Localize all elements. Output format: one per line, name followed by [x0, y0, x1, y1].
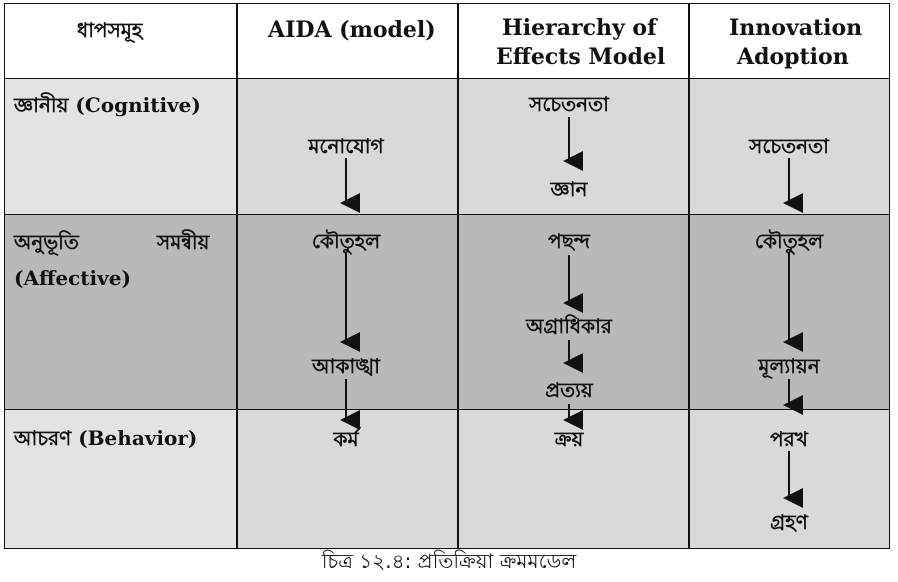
row-affective-label-en: (Affective): [14, 266, 131, 290]
row-affective-label-line1-a: অনুভূতি: [14, 230, 79, 254]
header-innovation-line1: Innovation: [729, 15, 863, 41]
row-cognitive-label-en: (Cognitive): [75, 93, 201, 117]
innovation-adoption: গ্রহণ: [770, 510, 808, 534]
row-behavior-label-bn: আচরণ: [14, 426, 72, 450]
row-cognitive-label-bn: জ্ঞানীয়: [14, 93, 69, 117]
hierarchy-knowledge: জ্ঞান: [550, 177, 588, 201]
aida-action: কর্ম: [333, 427, 359, 451]
innovation-trial: পরখ: [770, 427, 808, 451]
hierarchy-conviction: প্রত্যয়: [545, 378, 593, 402]
figure-caption: চিত্র ১২.৪: প্রতিক্রিয়া ক্রমমডেল: [321, 549, 577, 573]
hierarchy-awareness: সচেতনতা: [529, 92, 609, 116]
row-affective-label-line2: [14, 265, 131, 291]
innovation-interest: কৌতুহল: [754, 229, 824, 253]
aida-attention: মনোযোগ: [308, 134, 384, 158]
header-hierarchy-line1: Hierarchy of: [502, 15, 657, 41]
row-affective-label-line1-b: সমন্বীয়: [157, 230, 210, 254]
hierarchy-preference: অগ্রাধিকার: [526, 314, 612, 338]
header-stage-label: ধাপসমূহ: [77, 18, 143, 42]
row-cognitive-label: [14, 92, 201, 118]
innovation-awareness: সচেতনতা: [749, 134, 829, 158]
header-hierarchy-line2: Effects Model: [496, 44, 666, 70]
innovation-evaluation: মূল্যায়ন: [758, 354, 820, 378]
hierarchy-liking: পছন্দ: [548, 229, 590, 253]
header-innovation-line2: Adoption: [737, 44, 849, 70]
header-aida-label: AIDA (model): [268, 17, 436, 43]
aida-interest: কৌতুহল: [311, 229, 381, 253]
hierarchy-purchase: ক্রয়: [554, 427, 584, 451]
row-behavior-label: [14, 425, 197, 451]
row-behavior-label-en: (Behavior): [78, 426, 198, 450]
aida-desire: আকাঙ্খা: [312, 354, 380, 378]
